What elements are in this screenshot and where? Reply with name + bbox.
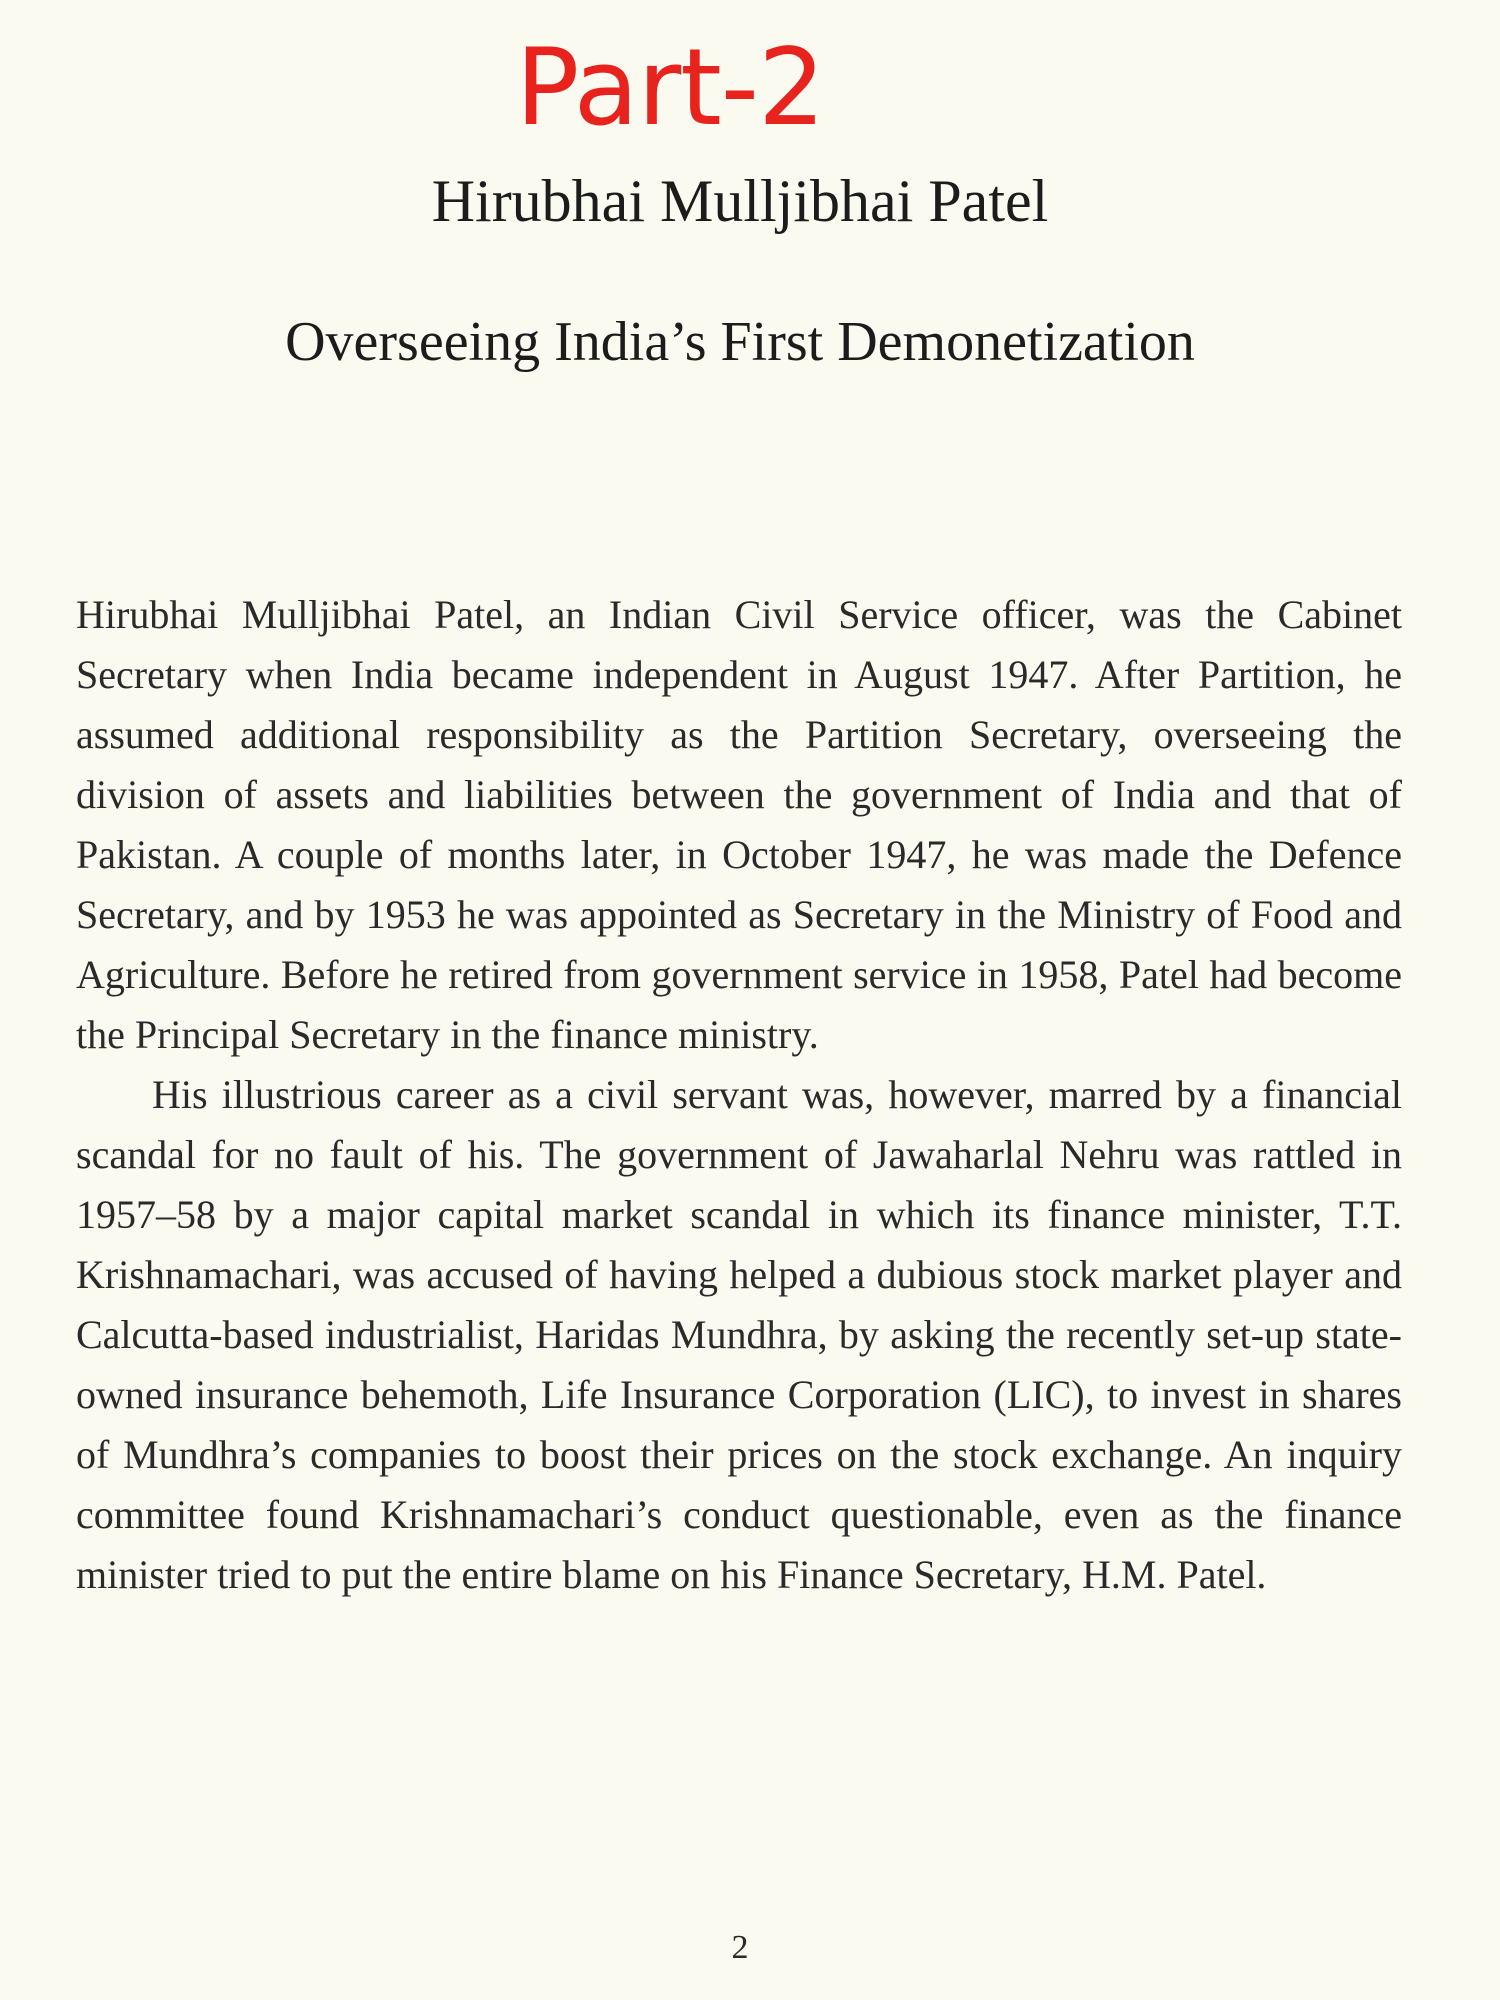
body-paragraph: His illustrious career as a civil servant was, however, marred by a financial scandal for no fault of his. The government of Jawaharlal Nehru was rattled in 1957–58 by a major capital market scandal in which its finance minister, T.T. Krishnamachari, was accused of having helped a dubious stock market player and Calcutta-based industrialist, Haridas Mundhra, by asking the recently set-up state-owned insurance behemoth, Life Insurance Corporation (LIC), to invest in shares of Mundhra’s companies to boost their prices on the stock exchange. An inquiry committee found Krishnamachari’s conduct questionable, even as the finance minister tried to put the entire blame on his Finance Secretary, H.M. Patel.: [76, 1072, 1402, 1597]
part-label: Part-2: [515, 26, 825, 149]
chapter-title: Hirubhai Mulljibhai Patel: [431, 168, 1049, 234]
chapter-subtitle: Overseeing India’s First Demonetization: [285, 311, 1195, 373]
page-number: 2: [731, 1929, 749, 1966]
body-paragraph: Hirubhai Mulljibhai Patel, an Indian Civil Service officer, was the Cabinet Secretary when India became independent in August 1947. After Partition, he assumed additional responsibility as the Partition Secretary, overseeing the division of assets and liabilities between the government of India and that of Pakistan. A couple of months later, in October 1947, he was made the Defence Secretary, and by 1953 he was appointed as Secretary in the Ministry of Food and Agriculture. Before he retired from government service in 1958, Patel had become the Principal Secretary in the finance ministry.: [76, 592, 1402, 1057]
body-text: [76, 585, 1402, 1605]
